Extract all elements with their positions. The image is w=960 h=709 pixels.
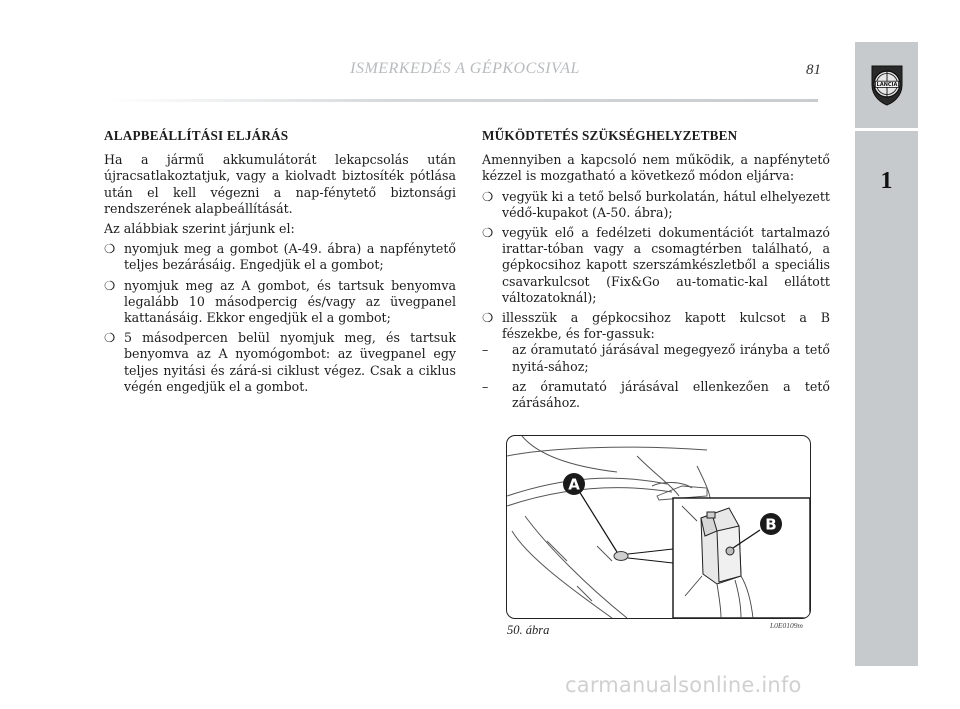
list-item bbox=[482, 310, 830, 411]
sub-list-item-text: az óramutató járásával ellenkezően a tető zárásához. bbox=[512, 378, 830, 411]
figure-50 bbox=[506, 435, 811, 619]
figure-code: L0E0109m bbox=[770, 621, 803, 630]
dash-marker: – bbox=[482, 378, 489, 394]
right-bullet-list bbox=[482, 189, 830, 412]
list-item bbox=[482, 189, 830, 221]
list-item-text: illesszük a gépkocsihoz kapott kulcsot a B fészekbe, és for-gassuk: bbox=[502, 310, 830, 342]
circle-bullet-icon: ❍ bbox=[104, 330, 116, 346]
list-item bbox=[104, 241, 456, 273]
sunroof-illustration bbox=[507, 436, 810, 618]
circle-bullet-icon: ❍ bbox=[482, 225, 494, 241]
lancia-logo-icon bbox=[867, 63, 907, 107]
list-item-text: nyomjuk meg a gombot (A-49. ábra) a napfénytető teljes bezárásáig. Engedjük el a gombot; bbox=[124, 241, 456, 273]
chapter-tab bbox=[855, 42, 918, 666]
right-heading: MŰKÖDTETÉS SZÜKSÉGHELYZETBEN bbox=[482, 128, 738, 143]
dash-marker: – bbox=[482, 342, 489, 358]
sub-list-item bbox=[482, 342, 830, 374]
list-item bbox=[482, 225, 830, 306]
figure-caption: 50. ábra bbox=[507, 623, 550, 637]
right-column bbox=[482, 128, 830, 415]
chapter-number: 1 bbox=[880, 168, 893, 194]
logo-text: LANCIA bbox=[876, 82, 897, 89]
label-b: B bbox=[765, 515, 777, 534]
left-paragraph: Ha a jármű akkumulátorát lekapcsolás után újracsatlakoztatjuk, vagy a kiolvadt biztosíték pótlása után el kell végezni a nap-fénytető biztonsági rendszerének alapbeállítását. bbox=[104, 152, 456, 216]
sub-list bbox=[482, 342, 830, 411]
left-column bbox=[104, 128, 456, 399]
circle-bullet-icon: ❍ bbox=[482, 310, 494, 326]
label-a: A bbox=[568, 475, 580, 494]
list-item bbox=[104, 330, 456, 395]
sub-list-item-text: az óramutató járásával megegyező irányba a tető nyitá-sához; bbox=[512, 342, 830, 374]
circle-bullet-icon: ❍ bbox=[482, 188, 494, 204]
sub-list-item bbox=[482, 379, 830, 411]
logo-box bbox=[855, 42, 918, 128]
list-item bbox=[104, 278, 456, 327]
list-item-text: vegyük elő a fedélzeti dokumentációt tartalmazó irattar-tóban vagy a csomagtérben található, a gépkocsihoz kapott szerszámkészletből a speciális csavarkulcsot (Fix&Go au-tomatic-kal ellátott változatoknál); bbox=[502, 225, 830, 305]
page-number: 81 bbox=[806, 62, 821, 78]
header-rule bbox=[104, 99, 818, 102]
tab-separator bbox=[855, 128, 918, 131]
watermark: carmanualsonline.info bbox=[565, 673, 802, 697]
list-item-text: nyomjuk meg az A gombot, és tartsuk benyomva legalább 10 másodpercig és/vagy az üvegpanel kattanásáig. Ekkor engedjük el a gombot; bbox=[124, 277, 456, 326]
left-paragraph: Az alábbiak szerint járjunk el: bbox=[104, 221, 295, 237]
list-item-text: vegyük ki a tető belső burkolatán, hátul elhelyezett védő-kupakot (A-50. ábra); bbox=[502, 188, 830, 220]
list-item-text: 5 másodpercen belül nyomjuk meg, és tartsuk benyomva az A nyomógombot: az üvegpanel egy teljes nyitási és zárá-si ciklust végez. Csak a ciklus végén engedjük el a gombot. bbox=[124, 330, 456, 394]
circle-bullet-icon: ❍ bbox=[104, 277, 116, 293]
left-heading: ALAPBEÁLLÍTÁSI ELJÁRÁS bbox=[104, 128, 289, 143]
right-intro: Amennyiben a kapcsoló nem működik, a napfénytető kézzel is mozgatható a következő módon eljárva: bbox=[482, 152, 830, 184]
left-bullet-list bbox=[104, 241, 456, 395]
running-header-title: ISMERKEDÉS A GÉPKOCSIVAL bbox=[350, 60, 580, 77]
circle-bullet-icon: ❍ bbox=[104, 241, 116, 257]
